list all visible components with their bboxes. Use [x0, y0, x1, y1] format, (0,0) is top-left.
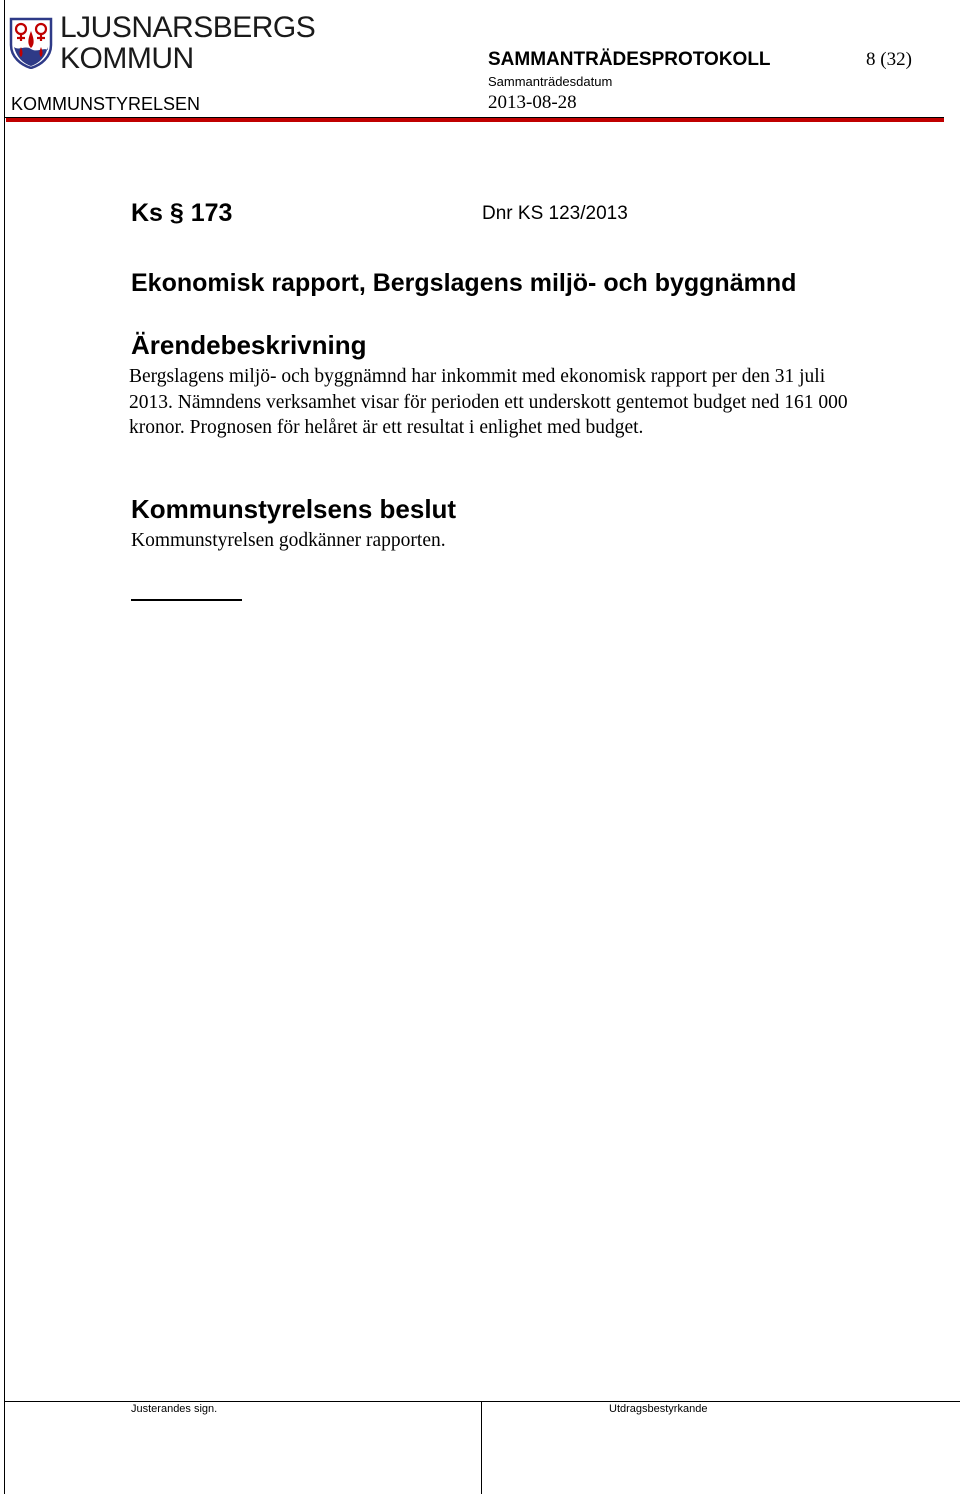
item-subject-heading: Ekonomisk rapport, Bergslagens miljö- och byggnämnd [131, 269, 797, 297]
footer-certification-label: Utdragsbestyrkande [609, 1403, 708, 1415]
description-heading: Ärendebeskrivning [131, 330, 367, 360]
description-body: Bergslagens miljö- och byggnämnd har inkommit med ekonomisk rapport per den 31 juli 2013. Nämndens verksamhet visar för perioden ett underskott gentemot budget ned 161 000 kronor. Prognosen för helåret är ett resultat i enlighet med budget. [129, 366, 848, 438]
page-number: 8 (32) [866, 49, 912, 70]
section-end-rule [131, 599, 242, 601]
protocol-title: SAMMANTRÄDESPROTOKOLL [488, 49, 771, 70]
header-rule-accent [6, 118, 944, 122]
decision-body: Kommunstyrelsen godkänner rapporten. [131, 530, 446, 551]
logo-wordmark-line2: KOMMUN [60, 42, 194, 75]
page-left-border [4, 0, 5, 1494]
footer-signature-label: Justerandes sign. [131, 1403, 218, 1415]
logo-wordmark-line1: LJUSNARSBERGS [60, 11, 316, 44]
decision-heading: Kommunstyrelsens beslut [131, 494, 457, 524]
department-name: KOMMUNSTYRELSEN [11, 94, 201, 114]
meeting-date-label: Sammanträdesdatum [488, 74, 613, 89]
paragraph-number: Ks § 173 [131, 199, 233, 227]
footer-rule [4, 1401, 960, 1402]
meeting-date-value: 2013-08-28 [488, 92, 577, 113]
registration-number: Dnr KS 123/2013 [482, 203, 628, 224]
municipality-coat-of-arms-logo [9, 17, 53, 69]
footer-divider [481, 1401, 482, 1494]
